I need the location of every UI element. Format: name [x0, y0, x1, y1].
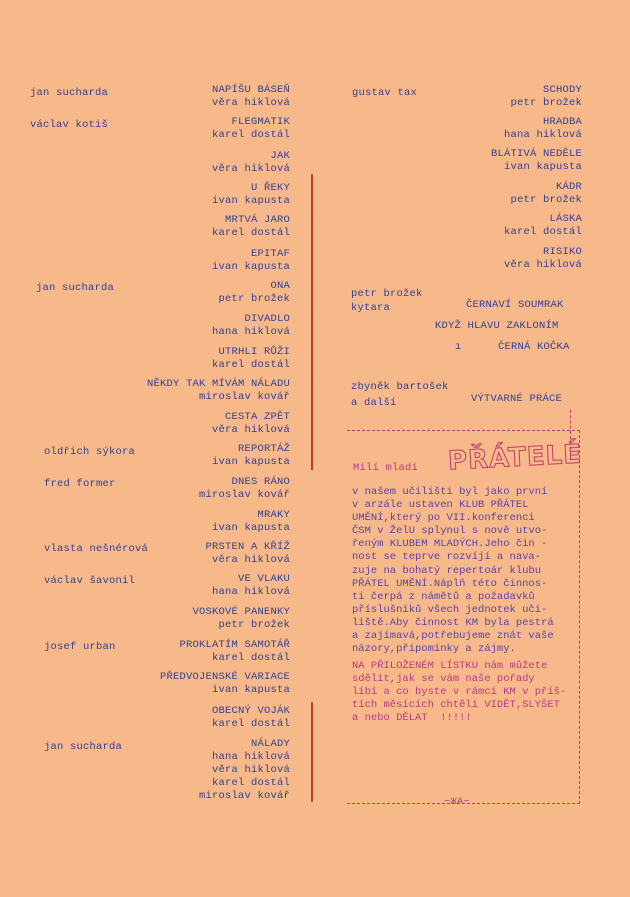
art-label: VÝTVARNÉ PRÁCE [471, 393, 563, 405]
author-name: josef urban [44, 641, 116, 653]
piece-title: VE VLAKU [237, 573, 290, 585]
author-name: fred former [44, 478, 116, 490]
author-name: jan sucharda [36, 282, 115, 294]
piece-title: OBECNÝ VOJÁK [211, 705, 290, 717]
piece-title: NĚKDY TAK MÍVÁM NÁLADU [146, 378, 290, 390]
reader-name: věra hiklová [211, 97, 290, 109]
divider-line-lower [311, 702, 313, 802]
notice-flourish: ~ЖА~ [444, 796, 471, 808]
reader-name: věra hiklová [211, 163, 290, 175]
reader-name: věra hiklová [211, 764, 290, 776]
notice-big-title: PŘÁTELÉ [447, 439, 583, 477]
piece-title: MRTVÁ JARO [224, 214, 290, 226]
guitar-instrument: kytara [351, 302, 391, 314]
reader-name: hana hiklová [211, 326, 290, 338]
notice-paragraph-2: NA PŘILOŽENÉM LÍSTKU nám můžete sdělit,jak se vám naše pořady líbí a co byste v rámci KM v příš- tích měsících chtěli VIDĚT,SLYŠET a nebo DĚLAT !!!!! [352, 660, 567, 725]
reader-name: petr brožek [510, 194, 582, 206]
piece-title: REPORTÁŽ [237, 443, 290, 455]
author-name: jan sucharda [44, 741, 123, 753]
piece-title: VOSKOVÉ PANENKY [192, 606, 290, 618]
reader-name: miroslav kovář [198, 790, 290, 802]
notice-greeting: Milí mladí [353, 462, 419, 474]
guitar-performer: petr brožek [351, 288, 423, 300]
piece-title: NAPÍŠU BÁSEŇ [211, 84, 290, 96]
guitar-song: KDYŽ HLAVU ZAKLONÍM [435, 320, 559, 332]
reader-name: ivan kapusta [211, 195, 290, 207]
author-name: vlasta nešnérová [44, 543, 149, 555]
art-author-2: a další [351, 397, 397, 409]
reader-name: karel dostál [211, 359, 290, 371]
reader-name: petr brožek [218, 293, 290, 305]
reader-name: karel dostál [211, 777, 290, 789]
piece-title: UTRHLI RŮŽI [218, 346, 290, 358]
reader-name: petr brožek [510, 97, 582, 109]
reader-name: petr brožek [218, 619, 290, 631]
guitar-song-bullet: ı [455, 341, 462, 353]
reader-name: věra hiklová [503, 259, 582, 271]
piece-title: CESTA ZPĚT [224, 411, 290, 423]
author-name: oldřich sýkora [44, 446, 136, 458]
reader-name: miroslav kovář [198, 391, 290, 403]
notice-paragraph-1: v našem učilišti byl jako první v arzále ustaven KLUB PŘÁTEL UMĚNÍ,který po VII.konferenci ČSM v ŽelU splynul s nově utvo- řeným KLUBEM MLADÝCH.Jeho čin - nost se teprve rozvíjí a nava- zuje na bohatý repertoár klubu PŘÁTEL UMĚNÍ.Náplň této činnos- ti čerpá z námětů a požadavků příslušníků všech jednotek uči- liště.Aby činnost KM byla pestrá a zajímavá,potřebujeme znát vaše názory,připomínky a zájmy. [352, 486, 554, 656]
piece-title: SCHODY [542, 84, 582, 96]
piece-title: DIVADLO [244, 313, 290, 325]
reader-name: hana hiklová [211, 586, 290, 598]
reader-name: karel dostál [503, 226, 582, 238]
piece-title: LÁSKA [549, 213, 582, 225]
piece-title: PRSTEN A KŘÍŽ [205, 541, 290, 553]
guitar-song: ČERNAVÍ SOUMRAK [466, 299, 564, 311]
divider-line-upper [311, 174, 313, 470]
author-name: jan sucharda [30, 87, 109, 99]
author-name: gustav tax [352, 87, 418, 99]
reader-name: karel dostál [211, 227, 290, 239]
piece-title: PŘEDVOJENSKÉ VARIACE [159, 671, 290, 683]
reader-name: ivan kapusta [211, 456, 290, 468]
reader-name: karel dostál [211, 129, 290, 141]
piece-title: U ŘEKY [250, 182, 290, 194]
piece-title: HRADBA [542, 116, 582, 128]
reader-name: ivan kapusta [211, 261, 290, 273]
reader-name: věra hiklová [211, 424, 290, 436]
reader-name: ivan kapusta [211, 522, 290, 534]
piece-title: PROKLATÍM SAMOTÁŘ [179, 639, 290, 651]
piece-title: MRAKY [257, 509, 290, 521]
piece-title: NÁLADY [250, 738, 290, 750]
piece-title: JAK [270, 150, 290, 162]
piece-title: DNES RÁNO [231, 476, 290, 488]
reader-name: ivan kapusta [503, 161, 582, 173]
reader-name: hana hiklová [211, 751, 290, 763]
author-name: václav šavonil [44, 575, 136, 587]
reader-name: karel dostál [211, 652, 290, 664]
reader-name: věra hiklová [211, 554, 290, 566]
guitar-song: ČERNÁ KOČKA [498, 341, 570, 353]
reader-name: karel dostál [211, 718, 290, 730]
reader-name: ivan kapusta [211, 684, 290, 696]
piece-title: RISIKO [542, 246, 582, 258]
reader-name: miroslav kovář [198, 489, 290, 501]
piece-title: FLEGMATIK [231, 116, 290, 128]
reader-name: hana hiklová [503, 129, 582, 141]
piece-title: KÁDR [555, 181, 582, 193]
piece-title: BLÁTIVÁ NEDĚLE [490, 148, 582, 160]
author-name: václav kotiš [30, 119, 109, 131]
art-author: zbyněk bartošek [351, 381, 449, 393]
piece-title: ONA [270, 280, 290, 292]
piece-title: EPITAF [250, 248, 290, 260]
